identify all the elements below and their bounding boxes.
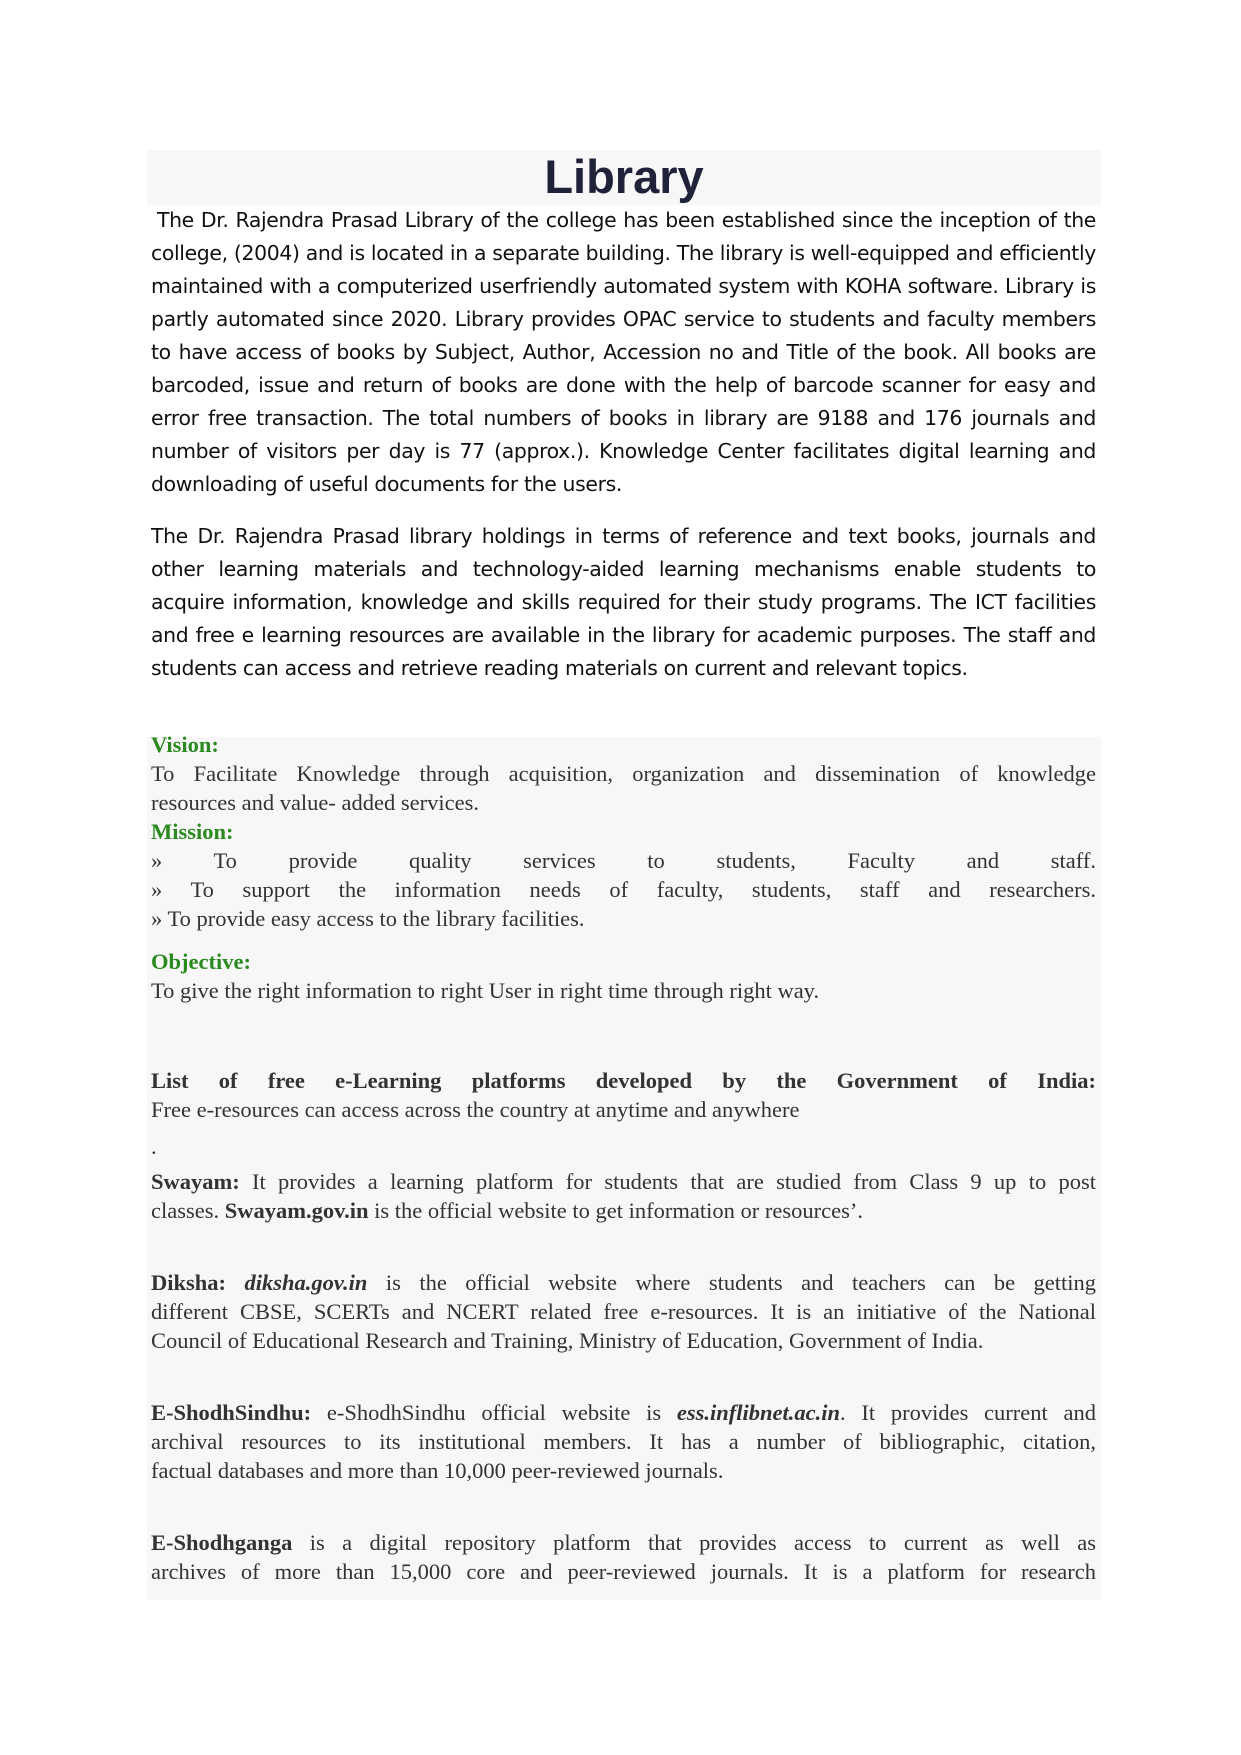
eshodhsindhu-text: . It provides current and — [840, 1400, 1096, 1425]
vision-text-line-2: resources and value- added services. — [151, 790, 479, 815]
eshodhganga-text: is a digital repository platform that provides access to current as well as — [292, 1530, 1096, 1555]
eshodhganga-entry — [151, 1528, 1096, 1586]
swayam-text: is the official website to get information or resources’. — [368, 1198, 863, 1223]
objective-heading: Objective: — [151, 949, 251, 974]
page-title: Library — [544, 150, 704, 203]
eshodhsindhu-website: ess.inflibnet.ac.in — [676, 1400, 840, 1425]
swayam-name: Swayam: — [151, 1169, 240, 1194]
objective-section — [151, 947, 1096, 1005]
eshodhsindhu-name: E-ShodhSindhu: — [151, 1400, 312, 1425]
mission-item: » To provide easy access to the library facilities. — [151, 906, 585, 931]
swayam-text: It provides a learning platform for students that are studied from Class 9 up to post — [239, 1169, 1096, 1194]
eshodhsindhu-text: archival resources to its institutional members. It has a number of bibliographic, citation, — [151, 1429, 1096, 1454]
swayam-website: Swayam.gov.in — [224, 1198, 369, 1223]
swayam-entry — [151, 1167, 1096, 1225]
vision-section — [151, 730, 1096, 817]
platforms-dot: . — [151, 1134, 157, 1159]
objective-text: To give the right information to right User in right time through right way. — [151, 978, 820, 1003]
diksha-text: is the official website where students and teachers can be getting — [367, 1270, 1096, 1295]
mission-item: » To provide quality services to students, Faculty and staff. — [151, 848, 1096, 873]
eshodhsindhu-text: factual databases and more than 10,000 peer-reviewed journals. — [151, 1458, 724, 1483]
mission-section — [151, 817, 1096, 933]
diksha-text: different CBSE, SCERTs and NCERT related free e-resources. It is an initiative of the National — [151, 1299, 1096, 1324]
platforms-heading: List of free e-Learning platforms developed by the Government of India: — [151, 1068, 1096, 1093]
diksha-name: Diksha: — [151, 1270, 227, 1295]
intro-paragraph-2: The Dr. Rajendra Prasad library holdings in terms of reference and text books, journals and other learning materials and technology-aided learning mechanisms enable students to acquire information, knowledge and skills required for their study programs. The ICT facilities and free e learning resources are available in the library for academic purposes. The staff and students can access and retrieve reading materials on current and relevant topics. — [151, 524, 1096, 680]
eshodhganga-name: E-Shodhganga — [151, 1530, 293, 1555]
vision-text-line-1: To Facilitate Knowledge through acquisition, organization and dissemination of knowledge — [151, 761, 1096, 786]
diksha-entry — [151, 1268, 1096, 1355]
eshodhsindhu-text: e-ShodhSindhu official website is — [311, 1400, 677, 1425]
diksha-text: Council of Educational Research and Training, Ministry of Education, Government of India. — [151, 1328, 984, 1353]
mission-item: » To support the information needs of faculty, students, staff and researchers. — [151, 877, 1096, 902]
eshodhganga-text: archives of more than 15,000 core and peer-reviewed journals. It is a platform for research — [151, 1559, 1096, 1584]
eshodhsindhu-entry — [151, 1398, 1096, 1485]
vision-heading: Vision: — [151, 732, 219, 757]
mission-heading: Mission: — [151, 819, 234, 844]
diksha-website: diksha.gov.in — [244, 1270, 368, 1295]
platforms-subtext: Free e-resources can access across the country at anytime and anywhere — [151, 1097, 800, 1122]
swayam-text: classes. — [151, 1198, 225, 1223]
platforms-section — [151, 1066, 1096, 1159]
intro-paragraph-1: The Dr. Rajendra Prasad Library of the college has been established since the inception of the college, (2004) and is located in a separate building. The library is well-equipped and efficiently maintained with a computerized userfriendly automated system with KOHA software. Library is partly automated since 2020. Library provides OPAC service to students and faculty members to have access of books by Subject, Author, Accession no and Title of the book. All books are barcoded, issue and return of books are done with the help of barcode scanner for easy and error free transaction. The total numbers of books in library are 9188 and 176 journals and number of visitors per day is 77 (approx.). Knowledge Center facilitates digital learning and downloading of useful documents for the users. — [151, 208, 1096, 496]
